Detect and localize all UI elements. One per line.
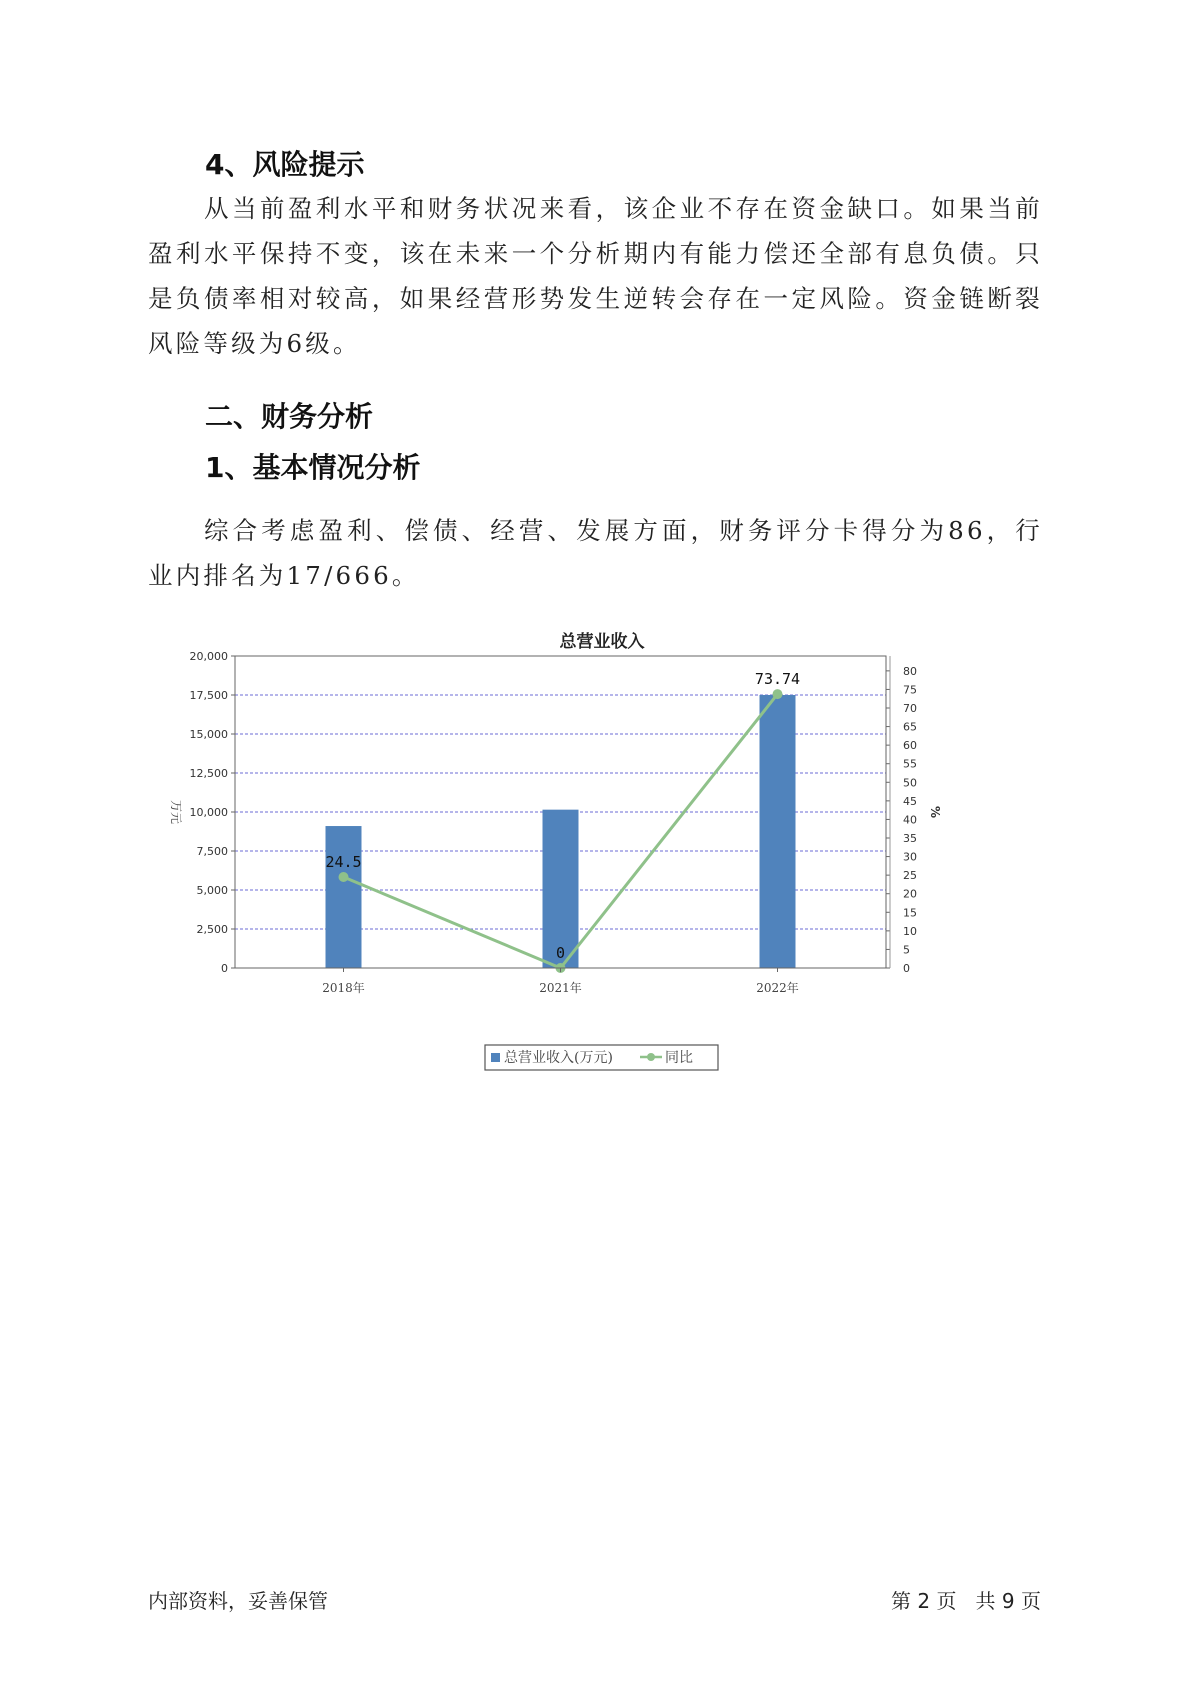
revenue-bar (326, 826, 362, 968)
yoy-data-label: 0 (555, 944, 566, 962)
legend-bar-swatch (491, 1053, 500, 1062)
chart-legend (485, 1045, 718, 1070)
right-tick-label: 5 (903, 943, 910, 957)
right-tick-label: 25 (903, 869, 917, 883)
x-tick-label: 2021年 (539, 981, 582, 995)
right-tick-label: 10 (903, 924, 917, 938)
bar-series (326, 695, 796, 968)
footer-confidential: 内部资料，妥善保管 (148, 1589, 328, 1613)
right-tick-label: 50 (903, 776, 917, 790)
left-tick-label: 7,500 (196, 845, 228, 858)
chart-title: 总营业收入 (559, 632, 645, 652)
left-tick-label: 5,000 (196, 884, 228, 897)
right-tick-label: 60 (903, 739, 917, 753)
left-tick-label: 10,000 (189, 806, 228, 819)
yoy-point (339, 872, 349, 882)
right-tick-label: 30 (903, 850, 917, 864)
right-tick-label: 65 (903, 720, 917, 734)
risk-paragraph: 从当前盈利水平和财务状况来看，该企业不存在资金缺口。如果当前盈利水平保持不变，该在未来一个分析期内有能力偿还全部有息负债。只是负债率相对较高，如果经营形势发生逆转会存在一定风险。资金链断裂风险等级为6级。 (148, 194, 1043, 358)
right-tick-label: 0 (903, 962, 910, 975)
left-axis-title: 万元 (169, 799, 183, 825)
right-tick-label: 45 (903, 794, 917, 808)
legend-line-marker (647, 1053, 655, 1061)
yoy-data-label: 24.5 (325, 853, 362, 871)
right-tick-label: 35 (903, 832, 917, 845)
risk-heading: 4、风险提示 (205, 148, 365, 181)
x-tick-label: 2022年 (756, 981, 799, 995)
right-tick-label: 70 (903, 702, 917, 715)
yoy-point (773, 689, 783, 699)
right-tick-label: 40 (903, 813, 917, 827)
right-tick-label: 55 (903, 757, 917, 771)
right-axis-title: % (928, 805, 942, 819)
left-tick-label: 17,500 (189, 689, 228, 702)
left-tick-label: 15,000 (189, 728, 228, 741)
revenue-bar (760, 695, 796, 968)
basic-analysis-heading: 1、基本情况分析 (205, 451, 421, 484)
yoy-data-label: 73.74 (754, 670, 801, 689)
right-tick-label: 80 (903, 664, 917, 678)
revenue-chart (150, 620, 1030, 1080)
right-tick-label: 20 (903, 887, 917, 901)
left-tick-label: 2,500 (196, 923, 228, 936)
right-tick-label: 75 (903, 683, 917, 697)
basic-analysis-paragraph: 综合考虑盈利、偿债、经营、发展方面，财务评分卡得分为86，行业内排名为17/666。 (148, 516, 1043, 590)
left-tick-label: 0 (221, 962, 228, 975)
legend-revenue-label: 总营业收入(万元) (504, 1050, 613, 1066)
financial-analysis-heading: 二、财务分析 (205, 400, 374, 433)
right-tick-label: 15 (903, 906, 917, 920)
legend-yoy-label: 同比 (665, 1050, 693, 1066)
x-tick-label: 2018年 (322, 981, 365, 995)
footer-page-number: 第 2 页 共 9 页 (891, 1589, 1041, 1613)
left-tick-label: 20,000 (189, 650, 228, 663)
left-tick-label: 12,500 (189, 767, 228, 780)
